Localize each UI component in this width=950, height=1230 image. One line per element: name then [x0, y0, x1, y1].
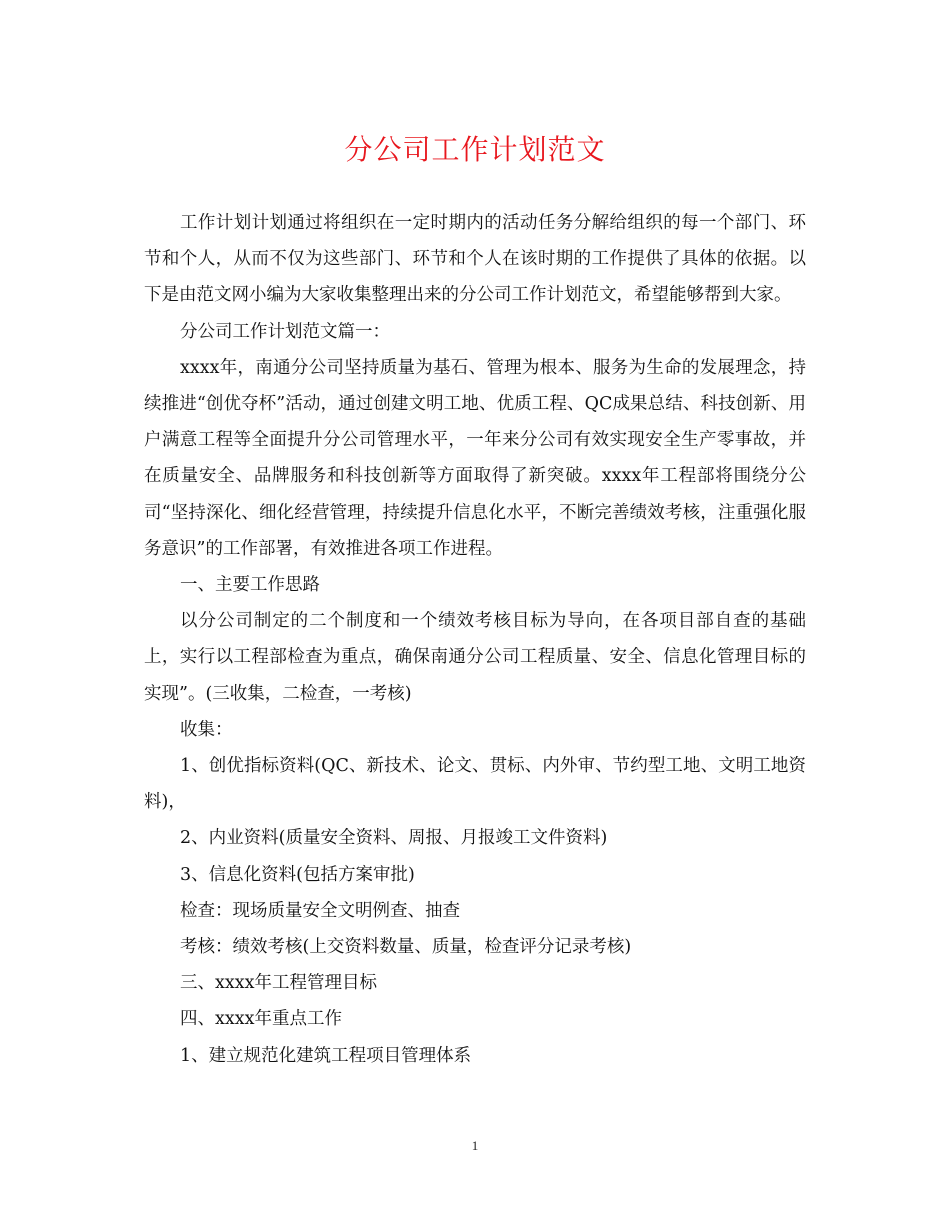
- list-item: 1、建立规范化建筑工程项目管理体系: [180, 1045, 472, 1066]
- intro-paragraph: 工作计划计划通过将组织在一定时期内的活动任务分解给组织的每一个部门、环节和个人，从而不仅为这些部门、环节和个人在该时期的工作提供了具体的依据。以下是由范文网小编为大家收集整理出来的分公司工作计划范文，希望能够帮到大家。: [144, 213, 806, 306]
- list-item: 考核：绩效考核(上交资料数量、质量，检查评分记录考核): [180, 937, 632, 958]
- document-body: [144, 205, 806, 1074]
- body-paragraph: 以分公司制定的二个制度和一个绩效考核目标为导向，在各项目部自查的基础上，实行以工程部检查为重点，确保南通分公司工程质量、安全、信息化管理目标的实现”。(三收集，二检查，一考核): [144, 611, 806, 704]
- section-heading: 四、xxxx年重点工作: [180, 1009, 342, 1030]
- section-heading: 一、主要工作思路: [180, 575, 320, 596]
- list-item: 3、信息化资料(包括方案审批): [180, 864, 415, 885]
- section-heading: 分公司工作计划范文篇一：: [180, 321, 390, 342]
- document-title: 分公司工作计划范文: [344, 133, 606, 166]
- section-heading: 三、xxxx年工程管理目标: [180, 973, 377, 994]
- list-item: 2、内业资料(质量安全资料、周报、月报竣工文件资料): [180, 828, 608, 849]
- body-paragraph: xxxx年，南通分公司坚持质量为基石、管理为根本、服务为生命的发展理念，持续推进“创优夺杯”活动，通过创建文明工地、优质工程、QC成果总结、科技创新、用户满意工程等全面提升分公司管理水平，一年来分公司有效实现安全生产零事故，并在质量安全、品牌服务和科技创新等方面取得了新突破。xxxx年工程部将围绕分公司“坚持深化、细化经营管理，持续提升信息化水平，不断完善绩效考核，注重强化服务意识”的工作部署，有效推进各项工作进程。: [144, 357, 806, 559]
- page-number: 1: [471, 1138, 479, 1153]
- list-item: 检查：现场质量安全文明例查、抽查: [180, 900, 460, 921]
- list-heading: 收集：: [180, 719, 233, 740]
- list-item: 1、创优指标资料(QC、新技术、论文、贯标、内外审、节约型工地、文明工地资料)，: [144, 756, 806, 813]
